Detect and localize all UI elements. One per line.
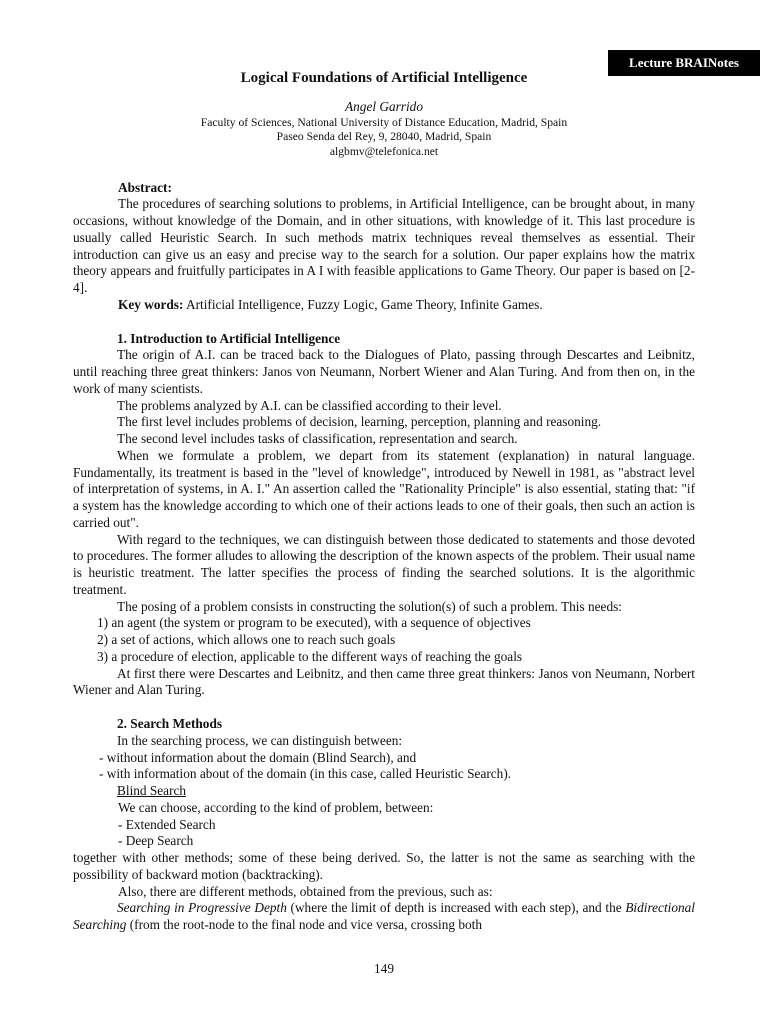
author-name: Angel Garrido — [345, 99, 423, 114]
section-1-paragraph: With regard to the techniques, we can distinguish between those dedicated to statements and those devoted to procedures. The former alludes to allowing the description of the known aspects of the problem. Their usual name is heuristic treatment. The latter specifies the process of finding the searched solutions. It is the algorithmic treatment. — [73, 531, 695, 597]
affiliation-line-2: Paseo Senda del Rey, 9, 28040, Madrid, Spain — [276, 130, 492, 144]
keywords-value: Artificial Intelligence, Fuzzy Logic, Game Theory, Infinite Games. — [185, 296, 543, 312]
list-item: 2) a set of actions, which allows one to reach such goals — [97, 632, 396, 648]
list-item: 1) an agent (the system or program to be executed), with a sequence of objectives — [97, 615, 531, 631]
text-run: (where the limit of depth is increased with each step), and the — [286, 900, 626, 916]
section-1-paragraph: The origin of A.I. can be traced back to the Dialogues of Plato, passing through Descartes and Leibnitz, until reaching three great thinkers: Janos von Neumann, Norbert Wiener and Alan Turing. And from then on, in the work of many scientists. — [73, 347, 695, 396]
list-item: 3) a procedure of election, applicable to the different ways of reaching the goals — [97, 648, 523, 664]
abstract-text: The procedures of searching solutions to problems, in Artificial Intelligence, can be brought about, in many occasions, without knowledge of the Domain, and in other situations, with knowledge of it. This last procedure is usually called Heuristic Search. In such methods matrix techniques reveal themselves as essential. Their introduction can give us an easy and precise way to the search for a solution. Our paper explains how the matrix theory appears and fruitfully participates in A I with feasible applications to Game Theory. Our paper is based on [2-4]. — [73, 196, 695, 296]
section-2-paragraph: together with other methods; some of these being derived. So, the latter is not the same as searching with the possibility of backward motion (backtracking). — [73, 850, 695, 882]
list-item: - with information about of the domain (in this case, called Heuristic Search). — [99, 766, 512, 782]
section-1-paragraph: The second level includes tasks of classification, representation and search. — [117, 431, 518, 447]
section-1-paragraph: The problems analyzed by A.I. can be classified according to their level. — [117, 397, 502, 413]
emphasis-progressive-depth: Searching in Progressive Depth — [117, 900, 287, 916]
keywords-label: Key words: — [118, 296, 184, 312]
section-2-paragraph: We can choose, according to the kind of problem, between: — [118, 799, 434, 815]
section-2-paragraph — [73, 900, 695, 934]
section-1-paragraph: The posing of a problem consists in constructing the solution(s) of such a problem. This needs: — [117, 598, 622, 614]
affiliation-line-1: Faculty of Sciences, National University of Distance Education, Madrid, Spain — [200, 115, 568, 129]
emphasis-bidirectional-searching: Bidirectional Searching — [73, 900, 695, 933]
list-item: - Extended Search — [118, 816, 216, 832]
list-item: - without information about the domain (Blind Search), and — [99, 749, 417, 765]
paper-body — [73, 68, 695, 934]
section-2-paragraph: Also, there are different methods, obtained from the previous, such as: — [118, 883, 493, 899]
section-2-heading: 2. Search Methods — [117, 716, 223, 732]
blind-search-label: Blind Search — [117, 783, 187, 799]
section-1-paragraph: When we formulate a problem, we depart from its statement (explanation) in natural language. Fundamentally, its treatment is based in the "level of knowledge", introduced by Newell in 1981, as "abstract level of interpretation of systems, in A. I." An assertion called the "Rationality Principle" is also essential, stating that: "if a system has the knowledge according to which one of their actions leads to one of their goals, then such an action is carried out". — [73, 447, 695, 530]
page-number: 149 — [374, 961, 394, 976]
paper-title: Logical Foundations of Artificial Intelligence — [240, 70, 528, 86]
keywords-line — [73, 297, 695, 314]
abstract-heading: Abstract: — [118, 179, 172, 195]
section-1-paragraph: The first level includes problems of decision, learning, perception, planning and reasoning. — [117, 414, 602, 430]
author-email: algbmv@telefonica.net — [329, 144, 439, 158]
list-item: - Deep Search — [118, 833, 194, 849]
section-1-heading: 1. Introduction to Artificial Intelligence — [117, 330, 341, 346]
section-1-paragraph: At first there were Descartes and Leibnitz, and then came three great thinkers: Janos von Neumann, Norbert Wiener and Alan Turing. — [73, 665, 695, 698]
section-2-paragraph: In the searching process, we can distinguish between: — [117, 732, 403, 748]
blind-search-heading — [73, 783, 695, 800]
text-run: (from the root-node to the final node and vice versa, crossing both — [126, 917, 483, 933]
series-badge: Lecture BRAINotes — [608, 50, 760, 76]
